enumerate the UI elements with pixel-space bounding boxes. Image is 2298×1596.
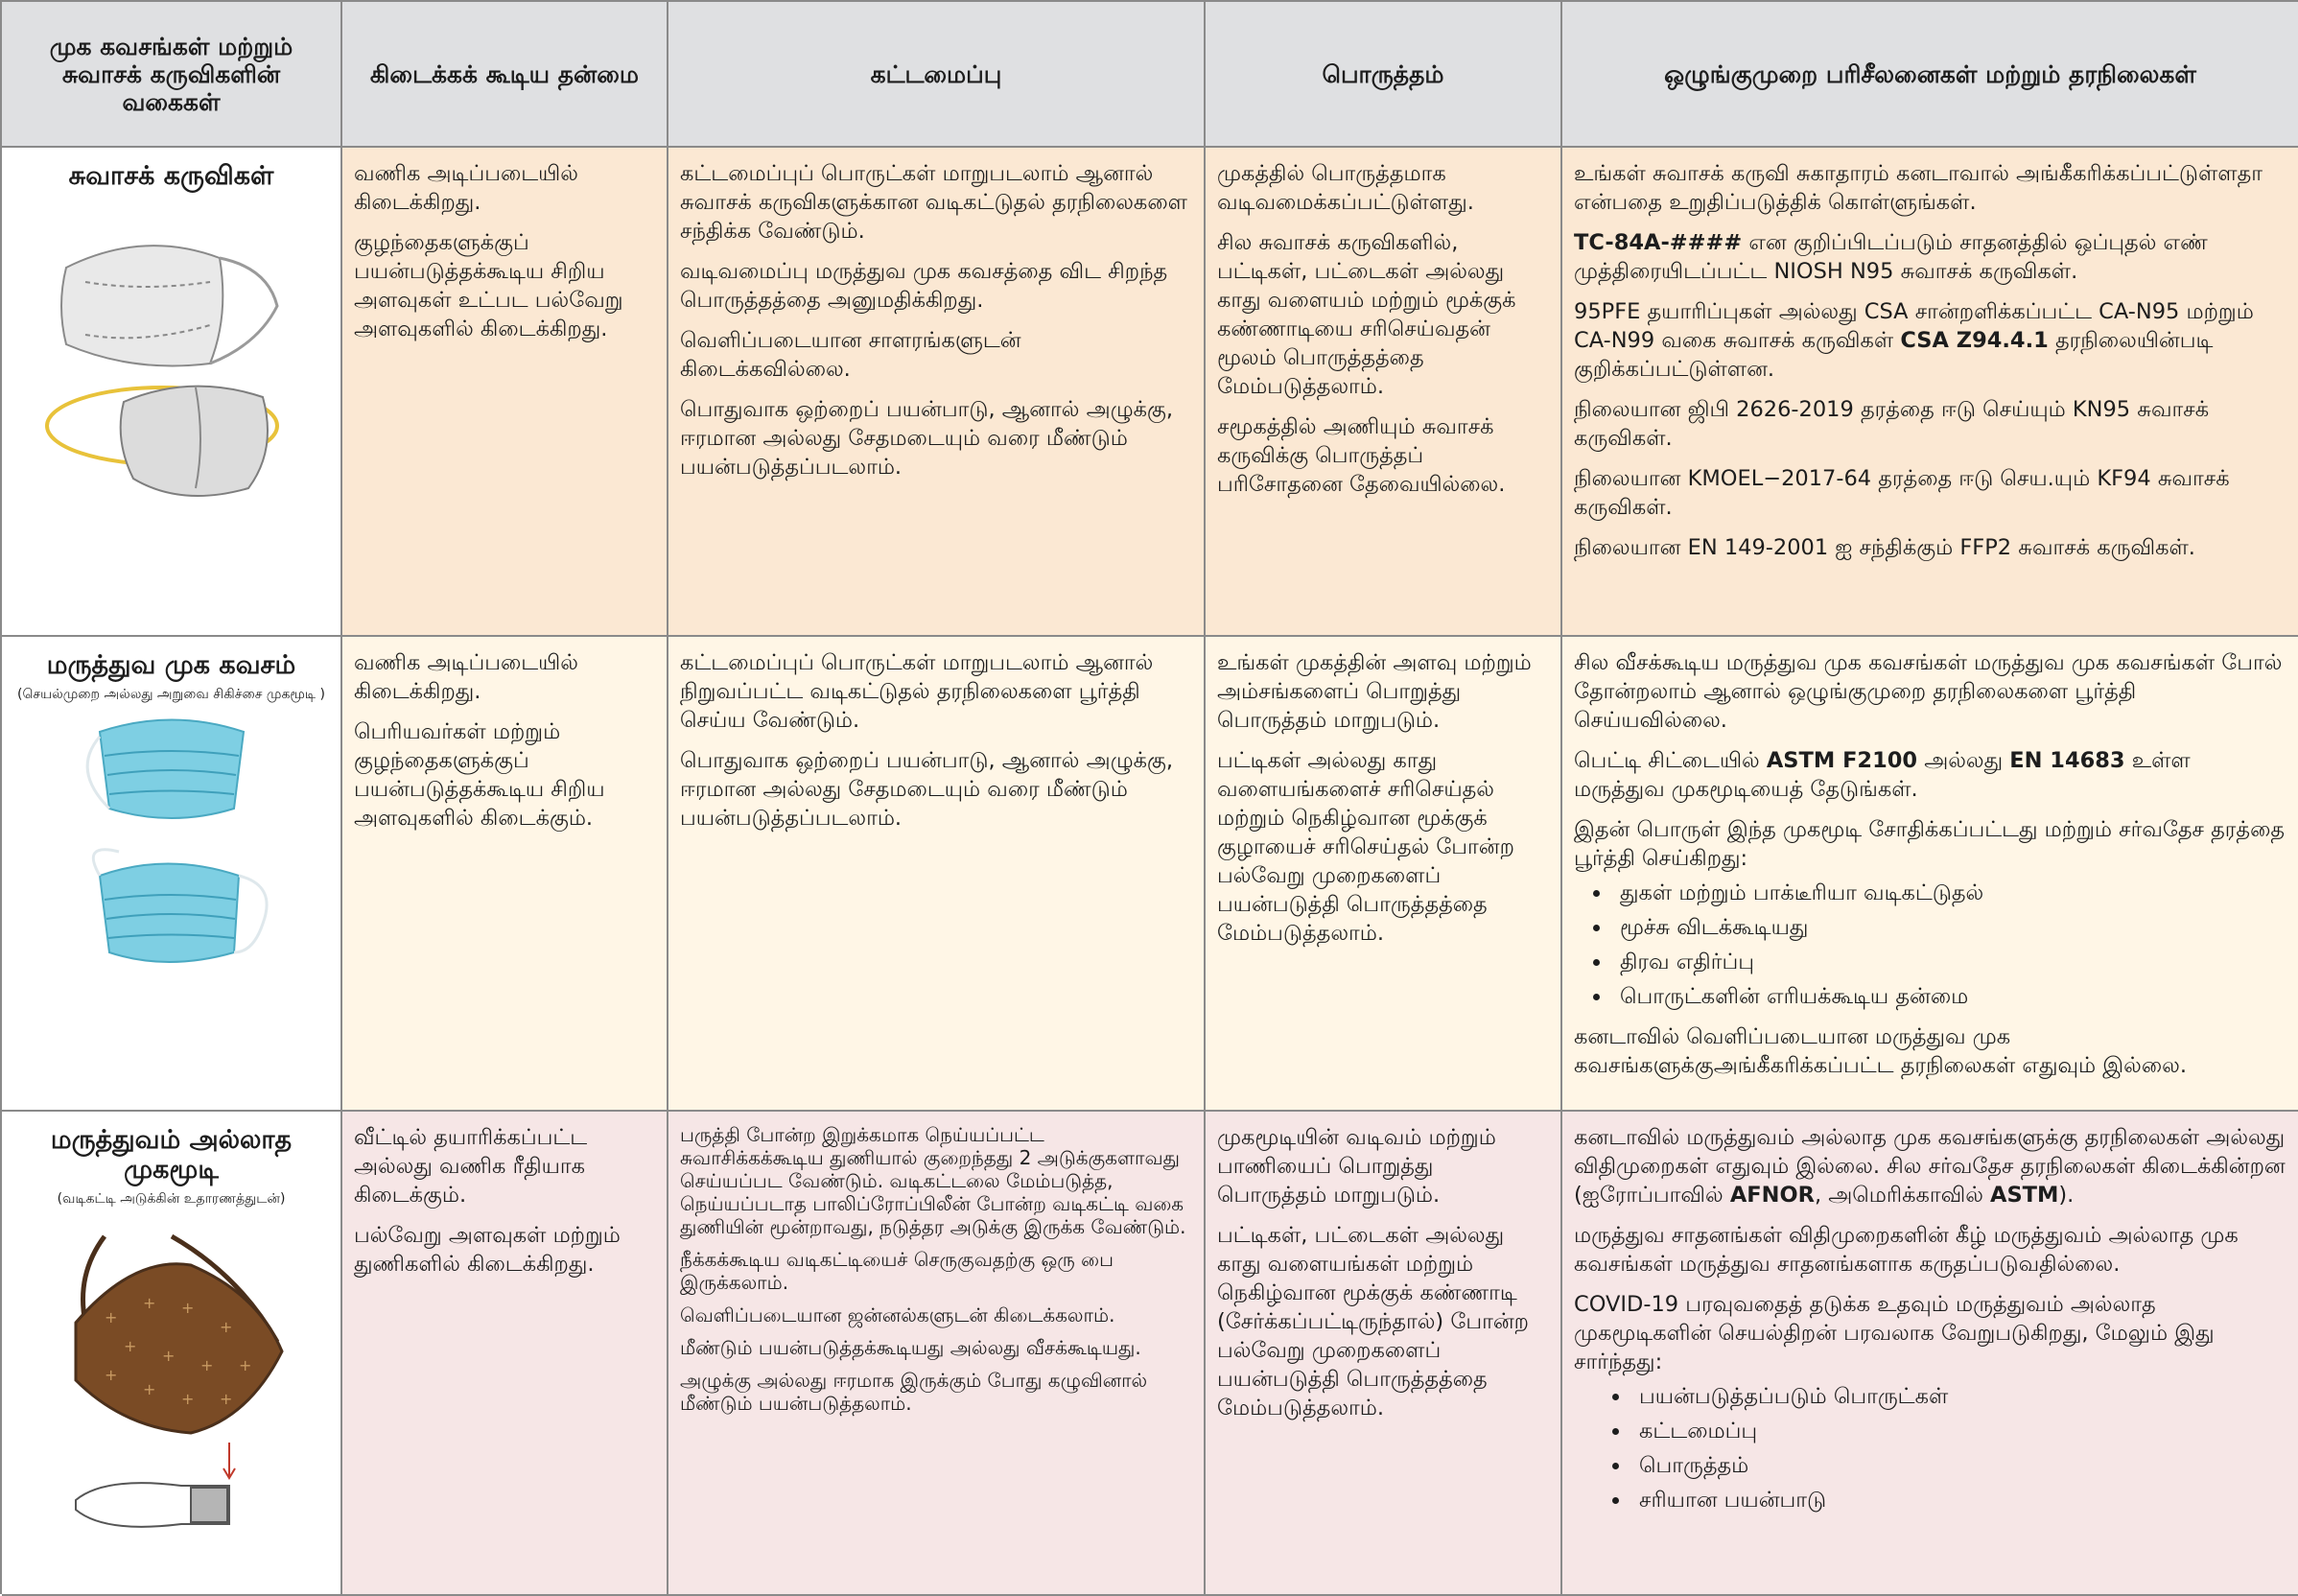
text: உங்கள் முகத்தின் அளவு மற்றும் அம்சங்களைப் பொறுத்து பொருத்தம் மாறுபடும். (1217, 650, 1532, 733)
text: பட்டிகள், பட்டைகள் அல்லது காது வளையங்கள் மற்றும் நெகிழ்வான மூக்குக் கண்ணாடி (சேர்க்கப்பட்டிருந்தால்) போன்ற பல்வேறு முறைகளைப் பயன்படுத்தி பொருத்தத்தை மேம்படுத்தலாம். (1217, 1223, 1529, 1420)
svg-text:+: + (161, 1347, 175, 1365)
text: நிலையான ஜிபி 2626-2019 தரத்தை ஈடு செய்யும் KN95 சுவாசக் கருவிகள். (1574, 397, 2210, 451)
text: 95PFE தயாரிப்புகள் அல்லது CSA சான்றளிக்கப்பட்ட CA-N95 மற்றும் CA-N99 வகை சுவாசக் கருவிகள் CSA Z94.4.1 தரநிலையின்படி குறிக்கப்பட்டுள்ளன. (1574, 299, 2254, 382)
svg-text:+: + (142, 1294, 155, 1312)
nonmedical-type-cell (2, 1112, 342, 1596)
medical-standards (1562, 637, 2298, 1112)
text: வணிக அடிப்படையில் கிடைக்கிறது. (354, 650, 578, 704)
text: பொதுவாக ஒற்றைப் பயன்பாடு, ஆனால் அழுக்கு, ஈரமான அல்லது சேதமடையும் வரை மீண்டும் பயன்படுத்தப்படலாம். (680, 748, 1174, 831)
text: மீண்டும் பயன்படுத்தக்கூடியது அல்லது வீசக்கூடியது. (680, 1336, 1141, 1359)
svg-text:+: + (104, 1366, 117, 1384)
text: பட்டிகள் அல்லது காது வளையங்களைச் சரிசெய்தல் மற்றும் நெகிழ்வான மூக்குக் குழாயைச் சரிசெய்தல் போன்ற பல்வேறு முறைகளைப் பயன்படுத்தி பொருத்தத்தை மேம்படுத்தலாம். (1217, 748, 1514, 946)
respirator-construction (668, 148, 1206, 637)
text: கட்டமைப்புப் பொருட்கள் மாறுபடலாம் ஆனால் சுவாசக் கருவிகளுக்கான வடிகட்டுதல் தரநிலைகளை சந்திக்க வேண்டும். (680, 161, 1187, 244)
text: பொதுவாக ஒற்றைப் பயன்பாடு, ஆனால் அழுக்கு, ஈரமான அல்லது சேதமடையும் வரை மீண்டும் பயன்படுத்தப்படலாம். (680, 397, 1174, 480)
text: முகத்தில் பொருத்தமாக வடிவமைக்கப்பட்டுள்ளது. (1217, 161, 1474, 215)
nonmedical-construction (668, 1112, 1206, 1596)
text: பல்வேறு அளவுகள் மற்றும் துணிகளில் கிடைக்கிறது. (354, 1223, 621, 1277)
svg-text:+: + (180, 1299, 194, 1317)
respirator-standards (1562, 148, 2298, 637)
header-construction: கட்டமைப்பு (668, 2, 1206, 148)
text: வணிக அடிப்படையில் கிடைக்கிறது. (354, 161, 578, 215)
text: வெளிப்படையான ஜன்னல்களுடன் கிடைக்கலாம். (680, 1303, 1115, 1326)
text: சில சுவாசக் கருவிகளில், பட்டிகள், பட்டைகள் அல்லது காது வளையம் மற்றும் மூக்குக் கண்ணாடியை சரிசெய்வதன் மூலம் பொருத்தத்தை மேம்படுத்தலாம். (1217, 230, 1516, 399)
svg-text:+: + (104, 1308, 117, 1326)
list-item: • பொருத்தம் (1631, 1451, 2286, 1480)
respirator-illustration (28, 200, 316, 517)
nonmedical-fit (1206, 1112, 1562, 1596)
header-type: முக கவசங்கள் மற்றும் சுவாசக் கருவிகளின் வகைகள் (2, 2, 342, 148)
text: நிலையான KMOEL−2017-64 தரத்தை ஈடு செய.யும் KF94 சுவாசக் கருவிகள். (1574, 466, 2230, 520)
text: பருத்தி போன்ற இறுக்கமாக நெய்யப்பட்ட சுவாசிக்கக்கூடிய துணியால் குறைந்தது 2 அடுக்குகளாவது செய்யப்பட வேண்டும். வடிகட்டலை மேம்படுத்த, நெய்யப்படாத பாலிப்ரோப்பிலீன் போன்ற வடிகட்டி வகை துணியின் மூன்றாவது, நடுத்தர அடுக்கு இருக்க வேண்டும். (680, 1123, 1186, 1238)
nonmedical-standards-list (1574, 1382, 2286, 1514)
text: வெளிப்படையான சாளரங்களுடன் கிடைக்கவில்லை. (680, 328, 1021, 382)
text: பெட்டி சிட்டையில் ASTM F2100 அல்லது EN 14683 உள்ள மருத்துவ முகமூடியைத் தேடுங்கள். (1574, 748, 2191, 802)
svg-text:+: + (180, 1390, 194, 1408)
svg-text:+: + (199, 1356, 213, 1374)
text: வீட்டில் தயாரிக்கப்பட்ட அல்லது வணிக ரீதியாக கிடைக்கும். (354, 1125, 588, 1208)
medical-subtitle: (செயல்முறை அல்லது அறுவை சிகிச்சை முகமூடி ) (17, 687, 325, 702)
medical-standards-list (1574, 879, 2286, 1011)
text: இதன் பொருள் இந்த முகமூடி சோதிக்கப்பட்டது மற்றும் சர்வதேச தரத்தை பூர்த்தி செய்கிறது: (1574, 817, 2286, 871)
respirator-fit (1206, 148, 1562, 637)
list-item: • கட்டமைப்பு (1631, 1417, 2286, 1445)
medical-type-cell (2, 637, 342, 1112)
text: சில வீசக்கூடிய மருத்துவ முக கவசங்கள் மருத்துவ முக கவசங்கள் போல் தோன்றலாம் ஆனால் ஒழுங்குமுறை தரநிலைகளை பூர்த்தி செய்யவில்லை. (1574, 650, 2283, 733)
text: கட்டமைப்புப் பொருட்கள் மாறுபடலாம் ஆனால் நிறுவப்பட்ட வடிகட்டுதல் தரநிலைகளை பூர்த்தி செய்ய வேண்டும். (680, 650, 1154, 733)
svg-text:+: + (123, 1337, 136, 1355)
svg-text:+: + (219, 1390, 232, 1408)
header-standards: ஒழுங்குமுறை பரிசீலனைகள் மற்றும் தரநிலைகள் (1562, 2, 2298, 148)
svg-text:+: + (142, 1380, 155, 1398)
list-item: • திரவ எதிர்ப்பு (1612, 948, 2286, 976)
text: சமூகத்தில் அணியும் சுவாசக் கருவிக்கு பொருத்தப் பரிசோதனை தேவையில்லை. (1217, 414, 1506, 497)
respirator-title: சுவாசக் கருவிகள் (68, 161, 274, 191)
medical-construction (668, 637, 1206, 1112)
medical-title: மருத்துவ முக கவசம் (46, 650, 296, 680)
nonmedical-subtitle: (வடிகட்டி அடுக்கின் உதாரணத்துடன்) (57, 1191, 286, 1207)
text: அழுக்கு அல்லது ஈரமாக இருக்கும் போது கழுவினால் மீண்டும் பயன்படுத்தலாம். (680, 1369, 1148, 1415)
medical-mask-illustration (61, 713, 282, 1000)
svg-text:+: + (238, 1356, 251, 1374)
medical-availability (342, 637, 668, 1112)
text: மருத்துவ சாதனங்கள் விதிமுறைகளின் கீழ் மருத்துவம் அல்லாத முக கவசங்கள் மருத்துவ சாதனங்களாக கருதப்படுவதில்லை. (1574, 1223, 2239, 1277)
medical-fit (1206, 637, 1562, 1112)
respirator-availability (342, 148, 668, 637)
text: முகமூடியின் வடிவம் மற்றும் பாணியைப் பொறுத்து பொருத்தம் மாறுபடும். (1217, 1125, 1496, 1208)
text: COVID-19 பரவுவதைத் தடுக்க உதவும் மருத்துவம் அல்லாத முகமூடிகளின் செயல்திறன் பரவலாக வேறுபடுகிறது, மேலும் இது சார்ந்தது: (1574, 1292, 2215, 1374)
text: குழந்தைகளுக்குப் பயன்படுத்தக்கூடிய சிறிய அளவுகள் உட்பட பல்வேறு அளவுகளில் கிடைக்கிறது. (354, 230, 623, 341)
svg-text:+: + (219, 1318, 232, 1336)
text: கனடாவில் வெளிப்படையான மருத்துவ முக கவசங்களுக்குஅங்கீகரிக்கப்பட்ட தரநிலைகள் எதுவும் இல்லை. (1574, 1024, 2187, 1078)
list-item: • மூச்சு விடக்கூடியது (1612, 913, 2286, 942)
nonmedical-standards (1562, 1112, 2298, 1596)
text: TC-84A-#### என குறிப்பிடப்படும் சாதனத்தில் ஒப்புதல் எண் முத்திரையிடப்பட்ட NIOSH N95 சுவாசக் கருவிகள். (1574, 230, 2208, 284)
list-item: • சரியான பயன்பாடு (1631, 1486, 2286, 1514)
text: நிலையான EN 149-2001 ஐ சந்திக்கும் FFP2 சுவாசக் கருவிகள். (1574, 535, 2195, 560)
header-fit: பொருத்தம் (1206, 2, 1562, 148)
text: உங்கள் சுவாசக் கருவி சுகாதாரம் கனடாவால் அங்கீகரிக்கப்பட்டுள்ளதா என்பதை உறுதிப்படுத்திக் கொள்ளுங்கள். (1574, 161, 2263, 215)
nonmedical-availability (342, 1112, 668, 1596)
text: கனடாவில் மருத்துவம் அல்லாத முக கவசங்களுக்கு தரநிலைகள் அல்லது விதிமுறைகள் எதுவும் இல்லை. சில சர்வதேச தரநிலைகள் கிடைக்கின்றன (ஐரோப்பாவில் AFNOR, அமெரிக்காவில் ASTM). (1574, 1125, 2286, 1208)
header-availability: கிடைக்கக் கூடிய தன்மை (342, 2, 668, 148)
list-item: • பயன்படுத்தப்படும் பொருட்கள் (1631, 1382, 2286, 1411)
list-item: • பொருட்களின் எரியக்கூடிய தன்மை (1612, 982, 2286, 1011)
respirator-type-cell (2, 148, 342, 637)
list-item: • துகள் மற்றும் பாக்டீரியா வடிகட்டுதல் (1612, 879, 2286, 907)
nonmedical-title: மருத்துவம் அல்லாத முகமூடி (50, 1125, 293, 1185)
text: பெரியவர்கள் மற்றும் குழந்தைகளுக்குப் பயன்படுத்தக்கூடிய சிறிய அளவுகளில் கிடைக்கும். (354, 719, 605, 831)
text: வடிவமைப்பு மருத்துவ முக கவசத்தை விட சிறந்த பொருத்தத்தை அனுமதிக்கிறது. (680, 259, 1168, 313)
cloth-mask-illustration (47, 1217, 296, 1543)
text: நீக்கக்கூடிய வடிகட்டியைச் செருகுவதற்கு ஒரு பை இருக்கலாம். (680, 1248, 1114, 1294)
